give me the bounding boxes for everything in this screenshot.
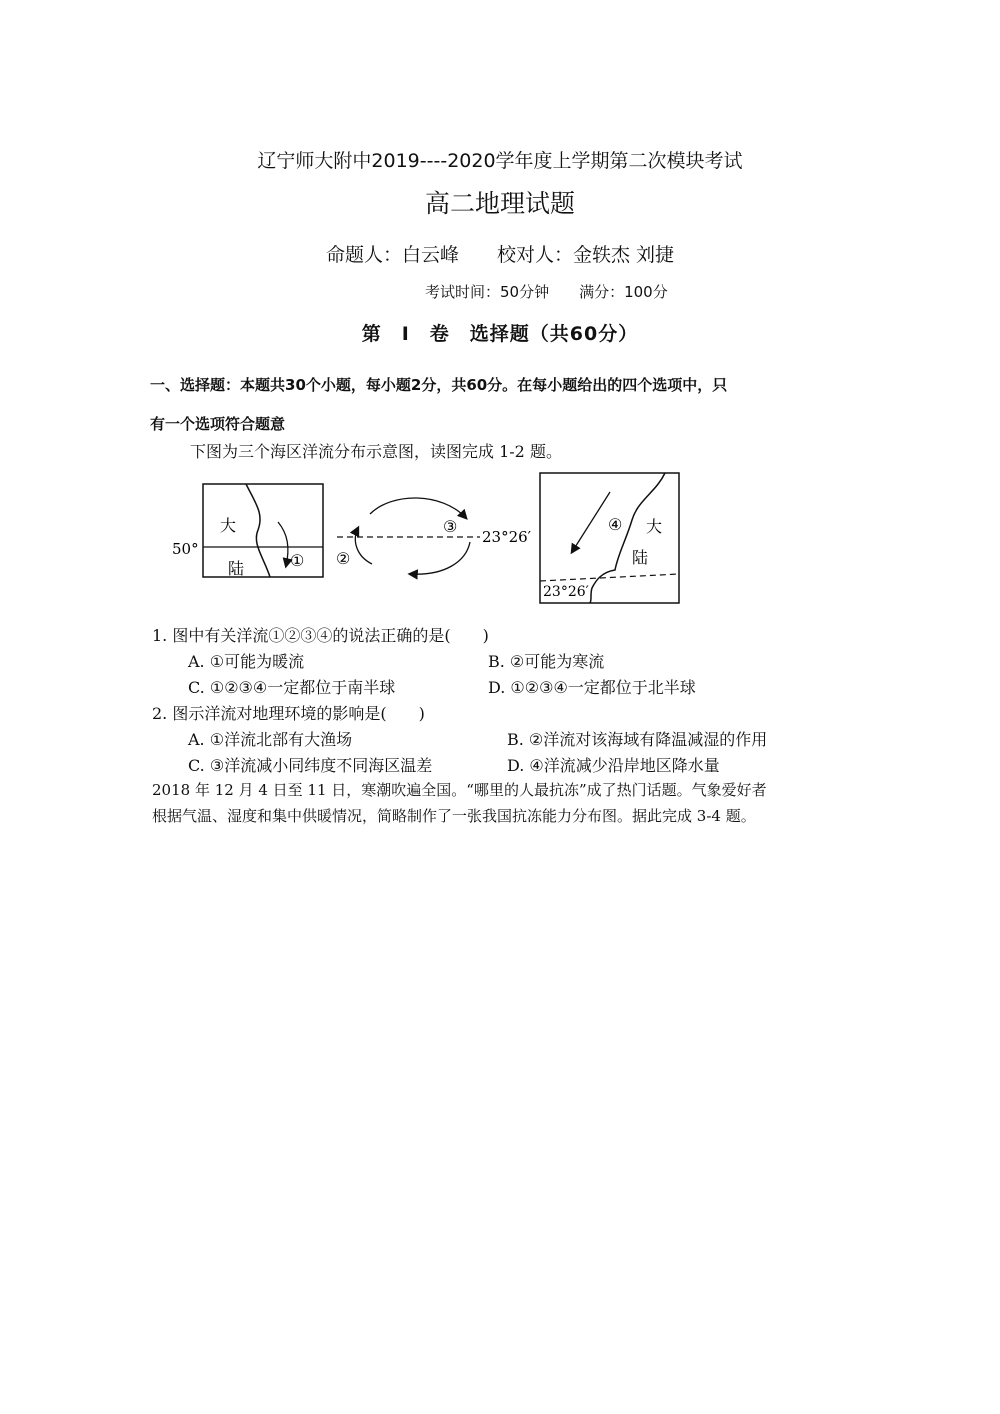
map-1-current-label: ① — [290, 551, 305, 570]
map-3-latitude: 23°26′ — [543, 584, 589, 600]
passage-2-line1: 2018 年 12 月 4 日至 11 日，寒潮吹遍全国。“哪里的人最抗冻”成了热门话题。气象爱好者 — [152, 781, 767, 799]
question-1-option-c: C. ①②③④一定都位于南半球 — [188, 678, 396, 697]
map-3 — [540, 473, 679, 603]
figure-intro: 下图为三个海区洋流分布示意图，读图完成 1-2 题。 — [190, 442, 562, 461]
question-2-option-a: A. ①洋流北部有大渔场 — [188, 730, 353, 749]
map-2-current-right: ③ — [443, 517, 458, 536]
map-2-arc-left — [355, 528, 372, 564]
map-1-latitude: 50° — [172, 540, 199, 558]
map-1 — [172, 484, 323, 578]
question-1-stem: 1. 图中有关洋流①②③④的说法正确的是( ) — [152, 626, 489, 645]
map-3-coastline — [590, 473, 665, 603]
map-2-latitude: 23°26′ — [482, 528, 532, 546]
map-1-label-top: 大 — [220, 516, 237, 535]
part1-instruction-line1: 一、选择题：本题共30个小题，每小题2分，共60分。在每小题给出的四个选项中，只 — [150, 376, 728, 394]
question-1-option-b: B. ②可能为寒流 — [488, 652, 605, 671]
paper-title: 高二地理试题 — [424, 189, 575, 218]
school-title: 辽宁师大附中2019----2020学年度上学期第二次模块考试 — [257, 150, 743, 172]
map-2-arc-top-right — [370, 498, 466, 518]
question-1-option-d: D. ①②③④一定都位于北半球 — [488, 678, 696, 697]
map-2-arc-bottom — [410, 542, 470, 574]
exam-info: 考试时间：50分钟 满分：100分 — [425, 283, 668, 301]
map-2-current-left: ② — [336, 549, 351, 568]
map-3-current-label: ④ — [608, 515, 623, 534]
question-2-option-d: D. ④洋流减少沿岸地区降水量 — [507, 756, 720, 775]
question-1-option-a: A. ①可能为暖流 — [188, 652, 305, 671]
part1-instruction-line2: 有一个选项符合题意 — [150, 415, 286, 433]
authors-line: 命题人：白云峰 校对人：金轶杰 刘捷 — [325, 244, 675, 266]
map-2 — [336, 498, 532, 574]
map-1-coastline — [246, 484, 270, 577]
ocean-current-figure — [160, 468, 690, 610]
map-1-label-bottom: 陆 — [228, 559, 245, 578]
map-1-current-arrow — [278, 522, 288, 566]
map-3-current-arrow — [572, 492, 610, 552]
question-2-stem: 2. 图示洋流对地理环境的影响是( ) — [152, 704, 425, 723]
question-2-option-c: C. ③洋流减小同纬度不同海区温差 — [188, 756, 433, 775]
map-3-label-bottom: 陆 — [632, 548, 649, 567]
map-3-label-top: 大 — [646, 517, 663, 536]
passage-2-line2: 根据气温、湿度和集中供暖情况，简略制作了一张我国抗冻能力分布图。据此完成 3-4 题。 — [152, 807, 756, 825]
map-3-latitude-line — [540, 574, 679, 581]
section-heading: 第 Ⅰ 卷 选择题（共60分） — [361, 323, 639, 345]
question-2-option-b: B. ②洋流对该海域有降温减湿的作用 — [507, 730, 768, 749]
